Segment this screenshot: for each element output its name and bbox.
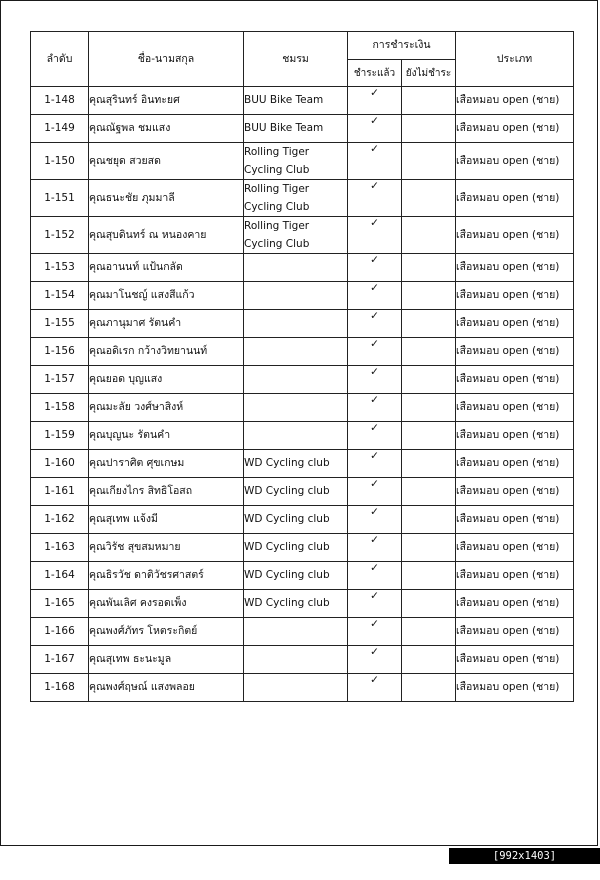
cell-club: WD Cycling club — [244, 534, 348, 562]
cell-name: คุณสุเทพ ธะนะมูล — [89, 646, 244, 674]
check-icon: ✓ — [348, 254, 402, 282]
cell-name: คุณอดิเรก กว้างวิทยานนท์ — [89, 338, 244, 366]
check-icon: ✓ — [348, 394, 402, 422]
cell-no: 1-157 — [31, 366, 89, 394]
cell-unpaid — [402, 618, 456, 646]
cell-name: คุณวิรัช สุขสมหมาย — [89, 534, 244, 562]
cell-no: 1-151 — [31, 180, 89, 217]
cell-type: เสือหมอบ open (ชาย) — [456, 254, 574, 282]
cell-name: คุณอานนท์ แป้นกลัด — [89, 254, 244, 282]
cell-name: คุณบุญนะ รัตนคำ — [89, 422, 244, 450]
table-body — [31, 87, 574, 702]
cell-type: เสือหมอบ open (ชาย) — [456, 180, 574, 217]
cell-no: 1-165 — [31, 590, 89, 618]
cell-unpaid — [402, 366, 456, 394]
cell-unpaid — [402, 115, 456, 143]
table-row — [31, 506, 574, 534]
check-icon: ✓ — [348, 674, 402, 702]
header-name: ชื่อ-นามสกุล — [89, 32, 244, 87]
cell-unpaid — [402, 254, 456, 282]
cell-type: เสือหมอบ open (ชาย) — [456, 282, 574, 310]
cell-name: คุณสุเทพ แจ้งมี — [89, 506, 244, 534]
cell-club: WD Cycling club — [244, 478, 348, 506]
cell-name: คุณชยุด สวยสด — [89, 143, 244, 180]
cell-club — [244, 310, 348, 338]
cell-type: เสือหมอบ open (ชาย) — [456, 366, 574, 394]
cell-unpaid — [402, 478, 456, 506]
watermark: [992x1403] http://upic.me/ — [449, 848, 600, 864]
table-row — [31, 143, 574, 180]
cell-no: 1-153 — [31, 254, 89, 282]
cell-no: 1-152 — [31, 217, 89, 254]
cell-type: เสือหมอบ open (ชาย) — [456, 562, 574, 590]
table-row — [31, 562, 574, 590]
cell-type: เสือหมอบ open (ชาย) — [456, 590, 574, 618]
cell-club: BUU Bike Team — [244, 87, 348, 115]
cell-unpaid — [402, 217, 456, 254]
table-row — [31, 646, 574, 674]
cell-no: 1-163 — [31, 534, 89, 562]
cell-name: คุณมะลัย วงศ์ษาสิงห์ — [89, 394, 244, 422]
cell-type: เสือหมอบ open (ชาย) — [456, 506, 574, 534]
cell-type: เสือหมอบ open (ชาย) — [456, 534, 574, 562]
cell-name: คุณธิรวัช ดาติวัชรศาสตร์ — [89, 562, 244, 590]
cell-name: คุณพงศ์ภัทร โหตระกิตย์ — [89, 618, 244, 646]
cell-unpaid — [402, 534, 456, 562]
table-row — [31, 534, 574, 562]
cell-no: 1-148 — [31, 87, 89, 115]
header-row — [31, 32, 574, 60]
header-type: ประเภท — [456, 32, 574, 87]
cell-name: คุณพันเลิศ คงรอดเพ็ง — [89, 590, 244, 618]
table-row — [31, 394, 574, 422]
cell-type: เสือหมอบ open (ชาย) — [456, 450, 574, 478]
cell-no: 1-161 — [31, 478, 89, 506]
cell-club: Rolling Tiger Cycling Club — [244, 143, 348, 180]
registration-table — [30, 31, 574, 702]
check-icon: ✓ — [348, 310, 402, 338]
check-icon: ✓ — [348, 217, 402, 254]
cell-club: Rolling Tiger Cycling Club — [244, 180, 348, 217]
cell-unpaid — [402, 646, 456, 674]
cell-club — [244, 394, 348, 422]
cell-name: คุณเกียงไกร สิทธิโอสถ — [89, 478, 244, 506]
cell-club: WD Cycling club — [244, 506, 348, 534]
cell-name: คุณยอด บุญแสง — [89, 366, 244, 394]
cell-club — [244, 646, 348, 674]
cell-no: 1-150 — [31, 143, 89, 180]
cell-no: 1-164 — [31, 562, 89, 590]
cell-unpaid — [402, 338, 456, 366]
cell-unpaid — [402, 310, 456, 338]
cell-unpaid — [402, 590, 456, 618]
cell-unpaid — [402, 394, 456, 422]
check-icon: ✓ — [348, 534, 402, 562]
header-no: ลำดับ — [31, 32, 89, 87]
cell-no: 1-166 — [31, 618, 89, 646]
cell-unpaid — [402, 422, 456, 450]
cell-no: 1-167 — [31, 646, 89, 674]
check-icon: ✓ — [348, 618, 402, 646]
check-icon: ✓ — [348, 478, 402, 506]
cell-unpaid — [402, 143, 456, 180]
cell-unpaid — [402, 282, 456, 310]
cell-club: Rolling Tiger Cycling Club — [244, 217, 348, 254]
cell-club: WD Cycling club — [244, 590, 348, 618]
cell-type: เสือหมอบ open (ชาย) — [456, 618, 574, 646]
cell-name: คุณสุบดินทร์ ณ หนองคาย — [89, 217, 244, 254]
cell-club — [244, 366, 348, 394]
cell-unpaid — [402, 562, 456, 590]
check-icon: ✓ — [348, 180, 402, 217]
cell-no: 1-160 — [31, 450, 89, 478]
table-row — [31, 618, 574, 646]
cell-type: เสือหมอบ open (ชาย) — [456, 478, 574, 506]
cell-type: เสือหมอบ open (ชาย) — [456, 87, 574, 115]
check-icon: ✓ — [348, 646, 402, 674]
table-row — [31, 115, 574, 143]
header-unpaid: ยังไม่ชำระ — [402, 60, 456, 87]
cell-club — [244, 254, 348, 282]
cell-no: 1-155 — [31, 310, 89, 338]
check-icon: ✓ — [348, 282, 402, 310]
cell-name: คุณณัฐพล ชมแสง — [89, 115, 244, 143]
cell-no: 1-162 — [31, 506, 89, 534]
cell-unpaid — [402, 674, 456, 702]
table-row — [31, 310, 574, 338]
check-icon: ✓ — [348, 143, 402, 180]
check-icon: ✓ — [348, 366, 402, 394]
check-icon: ✓ — [348, 590, 402, 618]
cell-name: คุณภานุมาศ รัตนคำ — [89, 310, 244, 338]
cell-type: เสือหมอบ open (ชาย) — [456, 115, 574, 143]
cell-name: คุณพงศ์ฤษณ์ แสงพลอย — [89, 674, 244, 702]
cell-type: เสือหมอบ open (ชาย) — [456, 338, 574, 366]
cell-no: 1-149 — [31, 115, 89, 143]
header-payment: การชำระเงิน — [348, 32, 456, 60]
table-row — [31, 254, 574, 282]
table-row — [31, 422, 574, 450]
check-icon: ✓ — [348, 562, 402, 590]
cell-unpaid — [402, 450, 456, 478]
table-row — [31, 366, 574, 394]
table-row — [31, 338, 574, 366]
cell-type: เสือหมอบ open (ชาย) — [456, 394, 574, 422]
table-row — [31, 450, 574, 478]
cell-club: WD Cycling club — [244, 562, 348, 590]
cell-no: 1-168 — [31, 674, 89, 702]
cell-type: เสือหมอบ open (ชาย) — [456, 310, 574, 338]
cell-type: เสือหมอบ open (ชาย) — [456, 143, 574, 180]
cell-club — [244, 338, 348, 366]
cell-club — [244, 422, 348, 450]
cell-unpaid — [402, 180, 456, 217]
cell-type: เสือหมอบ open (ชาย) — [456, 646, 574, 674]
cell-club — [244, 674, 348, 702]
cell-name: คุณมาโนชญ์ แสงสีแก้ว — [89, 282, 244, 310]
table-row — [31, 87, 574, 115]
cell-no: 1-159 — [31, 422, 89, 450]
table-row — [31, 478, 574, 506]
header-paid: ชำระแล้ว — [348, 60, 402, 87]
cell-no: 1-158 — [31, 394, 89, 422]
header-club: ชมรม — [244, 32, 348, 87]
cell-club: WD Cycling club — [244, 450, 348, 478]
cell-club — [244, 618, 348, 646]
cell-type: เสือหมอบ open (ชาย) — [456, 422, 574, 450]
cell-no: 1-154 — [31, 282, 89, 310]
check-icon: ✓ — [348, 115, 402, 143]
cell-type: เสือหมอบ open (ชาย) — [456, 217, 574, 254]
table-row — [31, 180, 574, 217]
check-icon: ✓ — [348, 338, 402, 366]
check-icon: ✓ — [348, 87, 402, 115]
cell-type: เสือหมอบ open (ชาย) — [456, 674, 574, 702]
cell-unpaid — [402, 87, 456, 115]
cell-name: คุณปาราศิต ศุขเกษม — [89, 450, 244, 478]
check-icon: ✓ — [348, 450, 402, 478]
cell-club — [244, 282, 348, 310]
cell-unpaid — [402, 506, 456, 534]
cell-club: BUU Bike Team — [244, 115, 348, 143]
table-row — [31, 217, 574, 254]
table-row — [31, 674, 574, 702]
cell-name: คุณสุรินทร์ อินทะยศ — [89, 87, 244, 115]
table-row — [31, 282, 574, 310]
cell-name: คุณธนะชัย ภุมมาลี — [89, 180, 244, 217]
table-row — [31, 590, 574, 618]
check-icon: ✓ — [348, 422, 402, 450]
cell-no: 1-156 — [31, 338, 89, 366]
check-icon: ✓ — [348, 506, 402, 534]
